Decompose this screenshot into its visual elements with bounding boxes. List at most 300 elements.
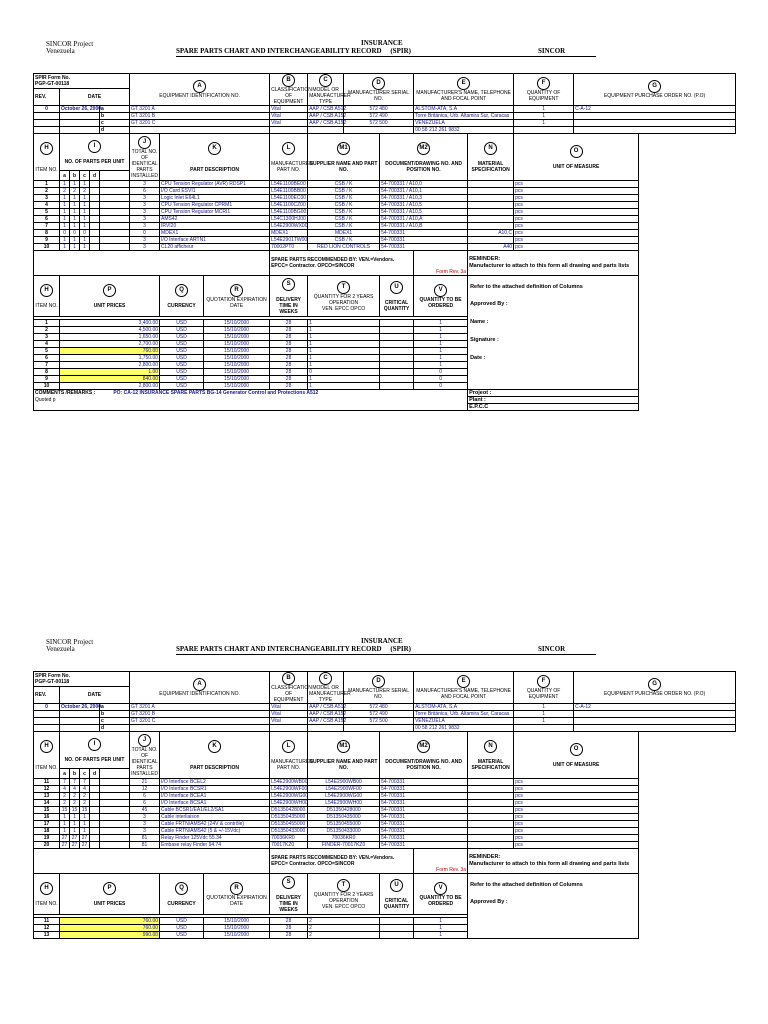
equipment-model — [308, 127, 344, 134]
currency: USD — [160, 925, 204, 932]
part-qty-d — [90, 786, 100, 793]
manufacturer-info: ALSTOM-ATA, S.A — [414, 106, 514, 113]
part-qty-a: 1 — [60, 237, 70, 244]
spir-table — [33, 671, 736, 939]
col-m2-header — [380, 134, 468, 181]
date-field-label: Date : — [470, 355, 486, 361]
part-qty-a: 1 — [60, 223, 70, 230]
col-k-label: PART DESCRIPTION — [190, 764, 239, 771]
part-document: 54-700331 / A10,0 — [380, 181, 468, 188]
part-description: Cable BCSR1/EA1/EL2/SA1 — [160, 807, 270, 814]
part-qty-b: 27 — [70, 842, 80, 849]
part-document: 54-700331 — [380, 835, 468, 842]
unit-price: 760.00 — [60, 918, 160, 925]
marker-f: F — [537, 675, 550, 688]
col-c-header — [308, 672, 351, 704]
part-total: 6 — [130, 188, 160, 195]
equipment-qty: 1 — [514, 113, 574, 120]
col-j-header — [130, 134, 160, 181]
unit-price: 760.00 — [60, 348, 160, 355]
unit-price: 4,500.00 — [60, 327, 160, 334]
form-label: SPIR Form No. — [35, 672, 71, 679]
col-b-label: CLASSIFICATION OF EQUIPMENT — [271, 685, 312, 703]
part-qty-a: 1 — [60, 821, 70, 828]
col-o-label: UNIT OF MEASURE — [552, 163, 600, 170]
reminder-text: Manufacturer to attach to this form all drawing and parts lists — [469, 861, 630, 867]
col-v-header — [414, 276, 468, 317]
col-k-header — [160, 732, 270, 779]
marker-h: H — [40, 142, 53, 155]
col-t-sub: VEN. EPCC OPCO — [322, 903, 366, 910]
part-total: 12 — [130, 786, 160, 793]
spir-abbrev: (SPIR) — [390, 47, 411, 55]
col-d-label: MANUFACTURER SERIAL NO. — [348, 90, 409, 102]
part-material — [468, 800, 514, 807]
col-j-label: TOTAL NO. OF IDENTICAL PARTS INSTALLED — [131, 746, 158, 777]
part-row — [34, 793, 736, 800]
unit-col-3: d — [90, 171, 100, 181]
signature-label: Signature : — [470, 337, 499, 343]
currency: USD — [160, 362, 204, 369]
part-description: I/O Interface BCSA1 — [160, 800, 270, 807]
critical-qty — [380, 320, 414, 327]
part-total: 3 — [130, 181, 160, 188]
marker-h: H — [40, 740, 53, 753]
part-material — [468, 842, 514, 849]
part-qty-c: 1 — [80, 209, 90, 216]
critical-qty — [380, 362, 414, 369]
part-total: 6 — [130, 793, 160, 800]
part-qty-d — [90, 188, 100, 195]
col-n-label: MATERIAL SPECIFICATION — [471, 758, 510, 771]
part-qty-b: 2 — [70, 800, 80, 807]
part-mfr-no: MDEX1 — [270, 230, 308, 237]
rev-label: REV. — [34, 686, 60, 703]
col-s-header — [270, 874, 308, 915]
equipment-serial: 572 490 — [344, 113, 414, 120]
part-qty-a: 2 — [60, 800, 70, 807]
marker-k: K — [208, 740, 221, 753]
footer-epcc: E.P.C.C — [468, 404, 639, 411]
equipment-model: AAP / CSB A152 — [309, 711, 347, 717]
part-qty-a: 15 — [60, 807, 70, 814]
expiration-date: 15/10/2000 — [204, 918, 270, 925]
project-label: SINCOR Project — [46, 40, 94, 48]
equipment-qty: 1 — [514, 120, 574, 127]
part-qty-a: 27 — [60, 835, 70, 842]
col-k-header — [160, 134, 270, 181]
col-p-label: UNIT PRICES — [93, 900, 126, 907]
col-p-label: UNIT PRICES — [93, 302, 126, 309]
part-document: 54-700331 — [380, 793, 468, 800]
col-d-label: MANUFACTURER SERIAL NO. — [348, 688, 409, 700]
part-supplier: L54E2900WB00 — [308, 779, 380, 786]
marker-l: L — [282, 740, 295, 753]
equipment-row — [34, 725, 736, 732]
part-uom: pcs — [514, 800, 639, 807]
marker-m2: M2 — [417, 740, 430, 753]
title-text: SPARE PARTS CHART AND INTERCHANGEABILITY RECORD — [176, 645, 382, 653]
part-description: CPU Tension Regulator CPRM1 — [160, 202, 270, 209]
part-qty-c: 2 — [80, 793, 90, 800]
part-description: I/O Interface BCEL2 — [160, 779, 270, 786]
part-document: 54-700331 / A10,A — [380, 216, 468, 223]
part-qty-d — [90, 195, 100, 202]
part-material — [468, 835, 514, 842]
part-qty-d — [90, 828, 100, 835]
part-material — [468, 828, 514, 835]
part-material — [468, 814, 514, 821]
equipment-class: Vital — [270, 106, 308, 113]
project-label: SINCOR Project — [46, 638, 94, 646]
equipment-serial: 572 500 — [344, 120, 414, 127]
marker-p: P — [103, 284, 116, 297]
equipment-serial: 572 480 — [344, 106, 414, 113]
part-row — [34, 237, 736, 244]
reminder-label: REMINDER: — [469, 854, 501, 860]
part-row — [34, 807, 736, 814]
col-c-label: MODEL OR MANUFACTURER TYPE — [309, 87, 351, 105]
col-a-header — [130, 74, 270, 106]
equipment-qty — [514, 725, 574, 732]
part-total: 3 — [130, 195, 160, 202]
part-row — [34, 202, 736, 209]
part-description: Cable FRTN/AMS42 (5 & +/-15Vdc) — [160, 828, 270, 835]
col-o-header — [514, 134, 639, 181]
part-description: Relay Finder 125Vdc 55.34 — [160, 835, 270, 842]
col-l-header — [270, 134, 313, 181]
col-o-label: UNIT OF MEASURE — [552, 761, 600, 768]
equipment-class — [270, 127, 308, 134]
part-total: 3 — [130, 821, 160, 828]
part-row — [34, 223, 736, 230]
equipment-class: Vital — [270, 120, 308, 127]
qty-to-order: 1 — [414, 334, 468, 341]
part-uom: pcs — [514, 230, 639, 237]
col-n-label: MATERIAL SPECIFICATION — [471, 160, 510, 173]
part-qty-c: 1 — [80, 821, 90, 828]
part-qty-b: 7 — [70, 779, 80, 786]
unit-col-3: d — [90, 769, 100, 779]
part-supplier: CSB / K — [308, 237, 380, 244]
currency: USD — [160, 918, 204, 925]
marker-j: J — [138, 136, 151, 149]
part-material — [468, 202, 514, 209]
part-supplier: D51350433000 — [308, 828, 380, 835]
equipment-model: AAP / CSB A152 — [309, 120, 347, 126]
marker-e: E — [457, 77, 470, 90]
part-item-no: 18 — [34, 828, 60, 835]
part-item-no: 1 — [34, 181, 60, 188]
expiration-date: 15/10/2000 — [204, 362, 270, 369]
part-uom: pcs — [514, 786, 639, 793]
expiration-date: 15/10/2000 — [204, 327, 270, 334]
col-f-label: QUANTITY OF EQUIPMENT — [526, 90, 561, 102]
part-material — [468, 209, 514, 216]
footer-project: Projeot : — [468, 390, 639, 397]
part-item-no: 19 — [34, 835, 60, 842]
equipment-letter: b — [100, 113, 130, 120]
col-p-header — [60, 276, 160, 317]
part-uom: pcs — [514, 181, 639, 188]
rev-value: 0 — [34, 704, 60, 711]
part-mfr-no: L54E2900WF00 — [271, 786, 308, 792]
expiration-date: 15/10/2000 — [204, 320, 270, 327]
form-revision: Form Rev. 3a — [414, 849, 468, 874]
part-row — [34, 181, 736, 188]
spir-form-cell — [34, 74, 130, 89]
col-a-header — [130, 672, 270, 704]
equipment-letter: b — [100, 711, 130, 718]
marker-u: U — [390, 281, 403, 294]
part-mfr-no: 70002PT0 — [270, 244, 308, 251]
part-supplier: RED LION CONTROLS — [308, 244, 380, 251]
form-number: PGP-GT-00118 — [35, 80, 70, 87]
part-material — [468, 793, 514, 800]
form-title — [176, 645, 596, 655]
part-total: 0 — [130, 230, 160, 237]
col-l-header — [270, 732, 313, 779]
comments-label: COMMENTS /REMARKS : — [35, 390, 96, 397]
col-r-label: QUOTATION EXPIRATION DATE — [206, 296, 267, 309]
manufacturer-info: 00 58 212 261 9832 — [414, 127, 514, 134]
col-i-label: NO. OF PARTS PER UNIT — [64, 756, 125, 763]
part-supplier: CSB / K — [308, 195, 380, 202]
part-qty-a: 1 — [60, 828, 70, 835]
recommended-note: SPARE PARTS RECOMMENDED BY: VEN.=Vendors. EPCC= Contractor. OPCO=SINCOR — [270, 849, 414, 874]
part-mfr-no: L54C1300HJ00 — [271, 216, 306, 222]
equipment-id — [130, 725, 270, 732]
marker-c: C — [319, 672, 332, 685]
col-m1-label: SUPPLIER NAME AND PART NO. — [309, 758, 378, 771]
col-d-header — [344, 672, 414, 704]
two-year-qty: 1 — [308, 362, 380, 369]
part-qty-a: 27 — [60, 842, 70, 849]
purchase-order — [574, 711, 736, 718]
price-item-no: 3 — [34, 334, 60, 341]
col-a-label: EQUIPMENT IDENTIFICATION NO. — [159, 93, 240, 99]
footer-plant: Plant : — [468, 397, 639, 404]
qty-to-order: 0 — [414, 376, 468, 383]
title-text: SPARE PARTS CHART AND INTERCHANGEABILITY RECORD — [176, 47, 382, 55]
part-description: CPU Tension Regulator (AVR) RDSP1 — [160, 181, 270, 188]
part-qty-a: 1 — [60, 181, 70, 188]
country-label: Venezuela — [46, 645, 75, 653]
part-supplier: MDEX1 — [308, 230, 380, 237]
part-qty-d — [90, 842, 100, 849]
part-qty-b: 1 — [70, 181, 80, 188]
critical-qty — [380, 932, 414, 939]
col-h2-label: ITEM NO. — [35, 302, 58, 309]
part-qty-c: 27 — [80, 835, 90, 842]
part-row — [34, 230, 736, 237]
marker-n: N — [484, 142, 497, 155]
equipment-row — [34, 704, 736, 711]
col-m2-header — [380, 732, 468, 779]
part-qty-d — [90, 181, 100, 188]
part-total: 6 — [130, 800, 160, 807]
part-document: 54-700331 — [380, 814, 468, 821]
part-material — [468, 237, 514, 244]
delivery-weeks: 28 — [270, 348, 308, 355]
part-row — [34, 779, 736, 786]
manufacturer-info: Torre Británica, Urb. Altamira Sur, Caracas — [414, 113, 514, 120]
part-supplier: CSB / K — [308, 216, 380, 223]
date-label: DATE — [60, 88, 130, 105]
equipment-qty — [514, 127, 574, 134]
part-uom: pcs — [514, 814, 639, 821]
part-item-no: 11 — [34, 779, 60, 786]
part-qty-a: 1 — [60, 209, 70, 216]
col-v-label: QUANTITY TO BE ORDERED — [419, 296, 462, 309]
expiration-date: 15/10/2000 — [204, 334, 270, 341]
col-c-label: MODEL OR MANUFACTURER TYPE — [309, 685, 351, 703]
part-qty-a: 7 — [60, 779, 70, 786]
part-qty-c: 1 — [80, 202, 90, 209]
equipment-serial: 572 500 — [344, 718, 414, 725]
unit-price: 760.00 — [60, 925, 160, 932]
two-year-qty: 2 — [308, 932, 380, 939]
part-mfr-no: D51350435000 — [270, 814, 308, 821]
equipment-class: Vital — [270, 704, 308, 711]
marker-e: E — [457, 675, 470, 688]
part-description: I/O Interface BCSR1 — [160, 786, 270, 793]
equipment-qty: 1 — [514, 711, 574, 718]
part-qty-c: 1 — [80, 244, 90, 251]
equipment-row — [34, 718, 736, 725]
form-revision: Form Rev. 3a — [414, 251, 468, 276]
unit-col-0: a — [60, 769, 70, 779]
part-uom: pcs — [514, 195, 639, 202]
part-row — [34, 842, 736, 849]
marker-m1: M1 — [337, 142, 350, 155]
manufacturer-info: Torre Británica, Urb. Altamira Sur, Caracas — [414, 711, 514, 718]
part-total: 3 — [130, 202, 160, 209]
equipment-serial: 572 480 — [344, 704, 414, 711]
comments-row — [34, 390, 468, 397]
two-year-qty: 1 — [308, 355, 380, 362]
part-material — [468, 223, 514, 230]
col-u-header — [380, 874, 414, 915]
part-qty-b: 1 — [70, 195, 80, 202]
col-h-label: ITEM NO. — [35, 166, 58, 173]
part-qty-b: 1 — [70, 814, 80, 821]
col-m1-label: SUPPLIER NAME AND PART NO. — [309, 160, 378, 173]
part-qty-c: 4 — [80, 786, 90, 793]
part-mfr-no: L54E2900WB00 — [271, 779, 308, 785]
part-qty-a: 1 — [60, 195, 70, 202]
col-m2-label: DOCUMENT/DRAWING NO. AND POSITION NO. — [385, 758, 462, 771]
qty-to-order: 1 — [414, 355, 468, 362]
part-uom: pcs — [514, 821, 639, 828]
purchase-order — [574, 718, 736, 725]
part-mfr-no: L54E1100CZ00 — [271, 202, 306, 208]
marker-h: H — [40, 882, 53, 895]
rev-value: 0 — [34, 106, 60, 113]
part-mfr-no: L54E2900WG00 — [271, 793, 309, 799]
part-qty-d — [90, 793, 100, 800]
part-uom: pcs — [514, 202, 639, 209]
part-uom: pcs — [514, 209, 639, 216]
delivery-weeks: 28 — [270, 341, 308, 348]
part-qty-b: 1 — [70, 216, 80, 223]
part-description: Cable interliaison — [160, 814, 270, 821]
part-document: 54-700331 — [380, 828, 468, 835]
critical-qty — [380, 327, 414, 334]
part-material — [468, 216, 514, 223]
part-uom: pcs — [514, 244, 639, 251]
two-year-qty: 0 — [308, 369, 380, 376]
unit-price: 2,700.00 — [60, 341, 160, 348]
marker-r: R — [230, 284, 243, 297]
two-year-qty: 1 — [308, 334, 380, 341]
marker-o: O — [570, 145, 583, 158]
equipment-model: AAP / CSB A512 — [309, 106, 347, 112]
col-c-header — [308, 74, 351, 106]
col-i-header — [60, 732, 130, 769]
part-uom: pcs — [514, 793, 639, 800]
equipment-row — [34, 113, 736, 120]
refer-note: Refer to the attached definition of Columns — [470, 284, 583, 290]
purchase-order — [574, 120, 736, 127]
part-qty-a: 2 — [60, 188, 70, 195]
critical-qty — [380, 355, 414, 362]
part-document: 54-700331 — [380, 230, 468, 237]
expiration-date: 15/10/2000 — [204, 932, 270, 939]
col-t-header — [308, 276, 380, 317]
col-b-header — [270, 672, 312, 704]
part-qty-c: 1 — [80, 223, 90, 230]
part-qty-c: 0 — [80, 230, 90, 237]
col-r-label: QUOTATION EXPIRATION DATE — [206, 894, 267, 907]
marker-m2: M2 — [417, 142, 430, 155]
equipment-row — [34, 120, 736, 127]
part-qty-a: 1 — [60, 814, 70, 821]
insurance-label: INSURANCE — [361, 637, 403, 645]
part-qty-c: 15 — [80, 807, 90, 814]
part-mfr-no: L54E2900WX00 — [271, 223, 308, 229]
col-t-label: QUANTITY FOR 2 YEARS OPERATION — [313, 891, 374, 904]
delivery-weeks: 28 — [270, 320, 308, 327]
form-label: SPIR Form No. — [35, 74, 71, 81]
delivery-weeks: 28 — [270, 355, 308, 362]
part-document: 54-700331 — [380, 244, 468, 251]
marker-g: G — [648, 80, 661, 93]
part-item-no: 12 — [34, 786, 60, 793]
col-g-header — [574, 74, 736, 106]
part-document: 54-700331 — [380, 807, 468, 814]
equipment-id: GT 3201 B — [130, 711, 270, 718]
part-document: 54-700331 / A10,1 — [380, 188, 468, 195]
part-row — [34, 216, 736, 223]
country-label: Venezuela — [46, 47, 75, 55]
part-row — [34, 835, 736, 842]
price-item-no: 12 — [34, 925, 60, 932]
unit-price: 840.00 — [60, 376, 160, 383]
purchase-order — [574, 725, 736, 732]
equipment-qty: 1 — [514, 718, 574, 725]
part-document: 54-700331 — [380, 786, 468, 793]
part-total: 21 — [130, 779, 160, 786]
part-row — [34, 195, 736, 202]
equipment-letter: a — [100, 106, 130, 113]
equipment-class: Vital — [270, 711, 308, 718]
part-description: AMS42 — [160, 216, 270, 223]
part-item-no: 13 — [34, 793, 60, 800]
part-supplier: D51350455000 — [308, 821, 380, 828]
part-material: A40 — [468, 244, 514, 251]
part-mfr-no: 70036KR0 — [270, 835, 308, 842]
